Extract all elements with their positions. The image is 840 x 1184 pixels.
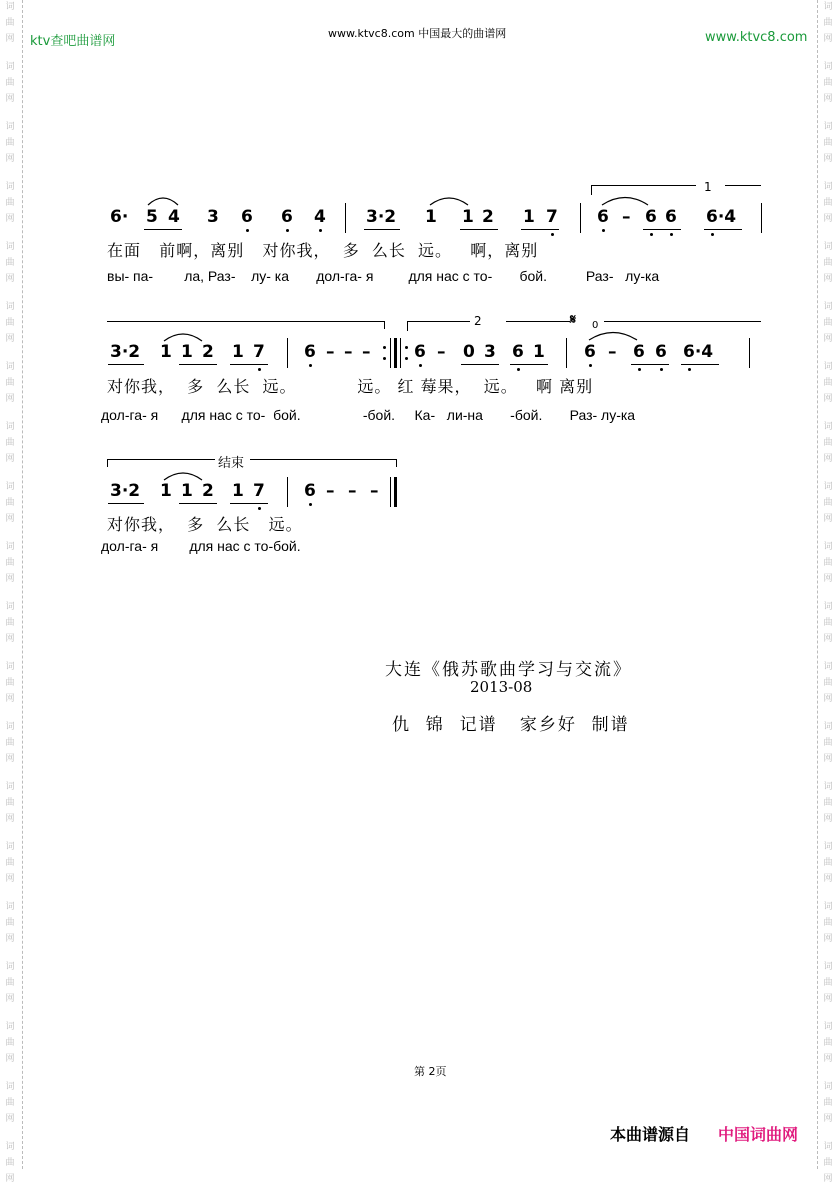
lower-octave-dot [660, 368, 663, 371]
note: 7 [546, 207, 558, 227]
end-bracket-right [396, 459, 397, 467]
margin-mark: 曲 [823, 498, 833, 508]
lower-octave-dot [711, 233, 714, 236]
note: 3 [207, 207, 219, 227]
margin-mark: 曲 [5, 738, 15, 748]
margin-mark: 曲 [5, 1038, 15, 1048]
note: 6 [304, 342, 316, 362]
note: 6 [633, 342, 645, 362]
barline [761, 203, 762, 233]
margin-mark: 曲 [823, 798, 833, 808]
margin-mark: 词 [5, 962, 15, 972]
underline [704, 229, 742, 230]
margin-mark: 词 [823, 1142, 833, 1152]
margin-mark: 网 [823, 454, 833, 464]
margin-mark: 曲 [5, 378, 15, 388]
margin-mark: 曲 [5, 978, 15, 988]
margin-mark: 曲 [823, 738, 833, 748]
underline [230, 364, 268, 365]
repeat-dot [405, 357, 408, 360]
tie-slur [600, 194, 650, 206]
note: 6 [414, 342, 426, 362]
margin-mark: 网 [823, 694, 833, 704]
note: 1 [523, 207, 535, 227]
margin-mark: 词 [5, 662, 15, 672]
note: 6 [665, 207, 677, 227]
end-label: 结束 [218, 456, 245, 471]
volta-2-line-c [604, 321, 761, 322]
note: 6 [597, 207, 609, 227]
note: 6 [584, 342, 596, 362]
note: 6· [110, 207, 129, 227]
underline [144, 229, 182, 230]
volta-1-continuation [107, 321, 384, 322]
footer-source-site: 中国词曲网 [718, 1125, 799, 1144]
margin-mark: 网 [5, 634, 15, 644]
page-number: 第 2页 [414, 1065, 447, 1078]
margin-mark: 词 [5, 1082, 15, 1092]
barline [287, 477, 288, 507]
segno-sub: 0 [592, 320, 599, 331]
repeat-dot [383, 346, 386, 349]
lower-octave-dot [688, 368, 691, 371]
margin-mark: 曲 [5, 798, 15, 808]
margin-mark: 网 [5, 454, 15, 464]
margin-mark: 网 [5, 154, 15, 164]
underline [460, 229, 498, 230]
margin-mark: 网 [5, 394, 15, 404]
lyrics-russian: вы- па- ла, Раз- лу- ка дол-га- я для нас с то- бой. Раз- лу-ка [107, 268, 660, 284]
margin-mark: 词 [5, 1022, 15, 1032]
note: 3·2 [366, 207, 397, 227]
note: 2 [202, 481, 214, 501]
margin-mark: 网 [5, 334, 15, 344]
margin-mark: 词 [823, 2, 833, 12]
margin-mark: 网 [823, 274, 833, 284]
margin-mark: 网 [823, 1114, 833, 1124]
volta-2-line [407, 321, 470, 322]
note: 6 [304, 481, 316, 501]
margin-mark: 曲 [823, 438, 833, 448]
margin-mark: 曲 [823, 318, 833, 328]
segno-sign: 𝄋 [570, 312, 577, 328]
tie-slur [146, 194, 180, 206]
tie-slur [162, 469, 204, 481]
margin-mark: 网 [823, 754, 833, 764]
right-margin [817, 0, 840, 1184]
underline [108, 364, 144, 365]
margin-mark: 曲 [823, 138, 833, 148]
source-title: 大连《俄苏歌曲学习与交流》 [385, 660, 632, 680]
margin-mark: 词 [823, 182, 833, 192]
margin-mark: 网 [823, 994, 833, 1004]
tie-slur [587, 329, 639, 341]
margin-mark: 词 [5, 722, 15, 732]
margin-mark: 曲 [5, 1158, 15, 1168]
note: 7 [253, 342, 265, 362]
volta-1-left [591, 185, 592, 195]
lower-octave-dot [319, 229, 322, 232]
margin-mark: 网 [5, 574, 15, 584]
margin-mark: 词 [5, 242, 15, 252]
note: 3 [484, 342, 496, 362]
note: 1 [533, 342, 545, 362]
margin-mark: 曲 [823, 978, 833, 988]
margin-mark: 曲 [823, 1038, 833, 1048]
margin-mark: 曲 [823, 618, 833, 628]
volta-1-line-b [725, 185, 761, 186]
note: 1 [462, 207, 474, 227]
margin-mark: 词 [823, 242, 833, 252]
final-barline-thin [390, 477, 391, 507]
margin-mark: 网 [823, 334, 833, 344]
site-header-center: www.ktvc8.com 中国最大的曲谱网 [328, 27, 507, 40]
lower-octave-dot [589, 364, 592, 367]
margin-mark: 网 [5, 94, 15, 104]
margin-mark: 网 [823, 874, 833, 884]
margin-mark: 网 [5, 274, 15, 284]
margin-mark: 网 [823, 1174, 833, 1184]
margin-mark: 词 [5, 602, 15, 612]
end-bracket-line-b [250, 459, 396, 460]
margin-mark: 词 [5, 62, 15, 72]
margin-mark: 曲 [823, 1158, 833, 1168]
note: 6·4 [706, 207, 737, 227]
margin-mark: 曲 [823, 918, 833, 928]
volta-2-label: 2 [474, 314, 482, 328]
margin-mark: 词 [823, 782, 833, 792]
margin-mark: 曲 [5, 618, 15, 628]
barline [287, 338, 288, 368]
repeat-end-thin [390, 338, 391, 368]
underline [108, 503, 144, 504]
note: 1 [425, 207, 437, 227]
note: 6 [512, 342, 524, 362]
margin-mark: 曲 [5, 138, 15, 148]
margin-mark: 词 [5, 182, 15, 192]
lyrics-russian: дол-га- я для нас с то- бой. -бой. Ка- ли-на -бой. Раз- лу-ка [101, 407, 636, 423]
barline [345, 203, 346, 233]
margin-mark: 词 [5, 782, 15, 792]
volta-2-line-b [506, 321, 570, 322]
underline [631, 364, 669, 365]
volta-1-label: 1 [704, 180, 712, 194]
note: – [344, 342, 353, 362]
note: – [362, 342, 371, 362]
margin-mark: 词 [5, 542, 15, 552]
margin-mark: 网 [823, 934, 833, 944]
margin-mark: 曲 [5, 918, 15, 928]
note: – [622, 207, 631, 227]
repeat-thick [394, 338, 397, 368]
note: 1 [232, 481, 244, 501]
note: 6 [241, 207, 253, 227]
note: 5 [146, 207, 158, 227]
margin-mark: 曲 [823, 18, 833, 28]
margin-mark: 曲 [823, 198, 833, 208]
margin-mark: 词 [823, 122, 833, 132]
lower-octave-dot [670, 233, 673, 236]
barline [749, 338, 750, 368]
margin-mark: 词 [5, 1142, 15, 1152]
margin-mark: 词 [823, 302, 833, 312]
note: 7 [253, 481, 265, 501]
margin-mark: 网 [5, 754, 15, 764]
underline [461, 364, 499, 365]
margin-mark: 曲 [823, 1098, 833, 1108]
note: – [370, 481, 379, 501]
note: – [326, 342, 335, 362]
margin-mark: 网 [823, 634, 833, 644]
margin-mark: 词 [5, 482, 15, 492]
margin-mark: 网 [823, 514, 833, 524]
note: 2 [482, 207, 494, 227]
margin-mark: 词 [823, 482, 833, 492]
final-barline-thick [394, 477, 397, 507]
margin-mark: 曲 [823, 858, 833, 868]
margin-mark: 词 [823, 362, 833, 372]
margin-mark: 词 [823, 602, 833, 612]
note: 1 [160, 342, 172, 362]
barline [566, 338, 567, 368]
margin-mark: 网 [5, 1174, 15, 1184]
note: 6·4 [683, 342, 714, 362]
margin-mark: 词 [5, 422, 15, 432]
margin-mark: 网 [5, 694, 15, 704]
underline [510, 364, 548, 365]
margin-mark: 网 [823, 394, 833, 404]
barline [580, 203, 581, 233]
tie-slur [162, 330, 204, 342]
margin-mark: 曲 [5, 318, 15, 328]
site-url-right: www.ktvc8.com [705, 30, 808, 45]
margin-mark: 曲 [5, 18, 15, 28]
margin-mark: 曲 [5, 558, 15, 568]
date: 2013-08 [470, 678, 533, 696]
note: 1 [181, 342, 193, 362]
lyrics-russian: дол-га- я для нас с то-бой. [101, 538, 301, 554]
lower-octave-dot [258, 368, 261, 371]
margin-mark: 词 [823, 1082, 833, 1092]
margin-mark: 词 [823, 542, 833, 552]
lower-octave-dot [246, 229, 249, 232]
underline [521, 229, 559, 230]
note: 3·2 [110, 342, 141, 362]
note: – [608, 342, 617, 362]
note: 4 [168, 207, 180, 227]
margin-mark: 曲 [823, 258, 833, 268]
note: 1 [181, 481, 193, 501]
margin-mark: 曲 [5, 498, 15, 508]
volta-1-line [591, 185, 696, 186]
margin-mark: 网 [823, 34, 833, 44]
note: 4 [314, 207, 326, 227]
volta-2-left [407, 321, 408, 331]
margin-mark: 网 [823, 154, 833, 164]
margin-mark: 网 [5, 814, 15, 824]
site-name-left: ktv查吧曲谱网 [30, 34, 116, 49]
lower-octave-dot [309, 364, 312, 367]
margin-mark: 词 [5, 122, 15, 132]
margin-mark: 网 [5, 934, 15, 944]
margin-mark: 词 [823, 422, 833, 432]
margin-mark: 词 [823, 902, 833, 912]
margin-mark: 网 [5, 34, 15, 44]
margin-mark: 词 [5, 362, 15, 372]
margin-mark: 词 [823, 62, 833, 72]
margin-mark: 词 [823, 1022, 833, 1032]
margin-mark: 曲 [823, 378, 833, 388]
margin-mark: 曲 [5, 858, 15, 868]
tie-slur [428, 194, 470, 206]
lyrics-chinese: 对你我， 多 么长 远。 远。 红 莓果， 远。 啊 离别 [107, 377, 594, 396]
note: 1 [160, 481, 172, 501]
end-bracket-line [107, 459, 215, 460]
lower-octave-dot [602, 229, 605, 232]
margin-mark: 网 [823, 814, 833, 824]
underline [643, 229, 681, 230]
lower-octave-dot [286, 229, 289, 232]
margin-mark: 词 [5, 302, 15, 312]
margin-mark: 网 [5, 994, 15, 1004]
underline [230, 503, 268, 504]
margin-mark: 曲 [823, 558, 833, 568]
margin-mark: 曲 [823, 678, 833, 688]
margin-mark: 曲 [5, 438, 15, 448]
margin-mark: 词 [823, 842, 833, 852]
margin-mark: 词 [5, 842, 15, 852]
end-bracket-left [107, 459, 108, 467]
note: 6 [655, 342, 667, 362]
margin-mark: 词 [823, 722, 833, 732]
note: 6 [645, 207, 657, 227]
note: 6 [281, 207, 293, 227]
margin-mark: 网 [5, 1114, 15, 1124]
margin-mark: 网 [823, 214, 833, 224]
underline [364, 229, 400, 230]
repeat-dot [383, 357, 386, 360]
lower-octave-dot [258, 507, 261, 510]
lower-octave-dot [309, 503, 312, 506]
lower-octave-dot [551, 233, 554, 236]
margin-mark: 曲 [5, 78, 15, 88]
margin-mark: 曲 [5, 678, 15, 688]
lower-octave-dot [638, 368, 641, 371]
underline [681, 364, 719, 365]
margin-mark: 网 [5, 514, 15, 524]
note: – [348, 481, 357, 501]
margin-mark: 词 [5, 2, 15, 12]
margin-mark: 曲 [5, 1098, 15, 1108]
volta-1-end [384, 321, 385, 329]
repeat-start-thin [400, 338, 401, 368]
note: – [437, 342, 446, 362]
margin-mark: 曲 [5, 198, 15, 208]
margin-mark: 网 [823, 1054, 833, 1064]
lower-octave-dot [650, 233, 653, 236]
margin-mark: 曲 [5, 258, 15, 268]
lyrics-chinese: 在面 前啊，离别 对你我， 多 么长 远。 啊，离别 [107, 241, 539, 260]
note: 0 [463, 342, 475, 362]
note: 2 [202, 342, 214, 362]
lyrics-chinese: 对你我， 多 么长 远。 [107, 515, 303, 534]
footer-source-label: 本曲谱源自 [610, 1125, 691, 1144]
note: 3·2 [110, 481, 141, 501]
margin-mark: 词 [823, 662, 833, 672]
repeat-dot [405, 346, 408, 349]
margin-mark: 网 [5, 1054, 15, 1064]
left-margin [0, 0, 23, 1184]
margin-mark: 词 [823, 962, 833, 972]
margin-mark: 网 [5, 874, 15, 884]
lower-octave-dot [419, 364, 422, 367]
makers: 仇 锦 记谱 家乡好 制谱 [392, 715, 630, 735]
margin-mark: 词 [5, 902, 15, 912]
margin-mark: 网 [5, 214, 15, 224]
underline [179, 503, 217, 504]
margin-mark: 网 [823, 94, 833, 104]
margin-mark: 网 [823, 574, 833, 584]
note: – [326, 481, 335, 501]
underline [179, 364, 217, 365]
margin-mark: 曲 [823, 78, 833, 88]
note: 1 [232, 342, 244, 362]
lower-octave-dot [517, 368, 520, 371]
